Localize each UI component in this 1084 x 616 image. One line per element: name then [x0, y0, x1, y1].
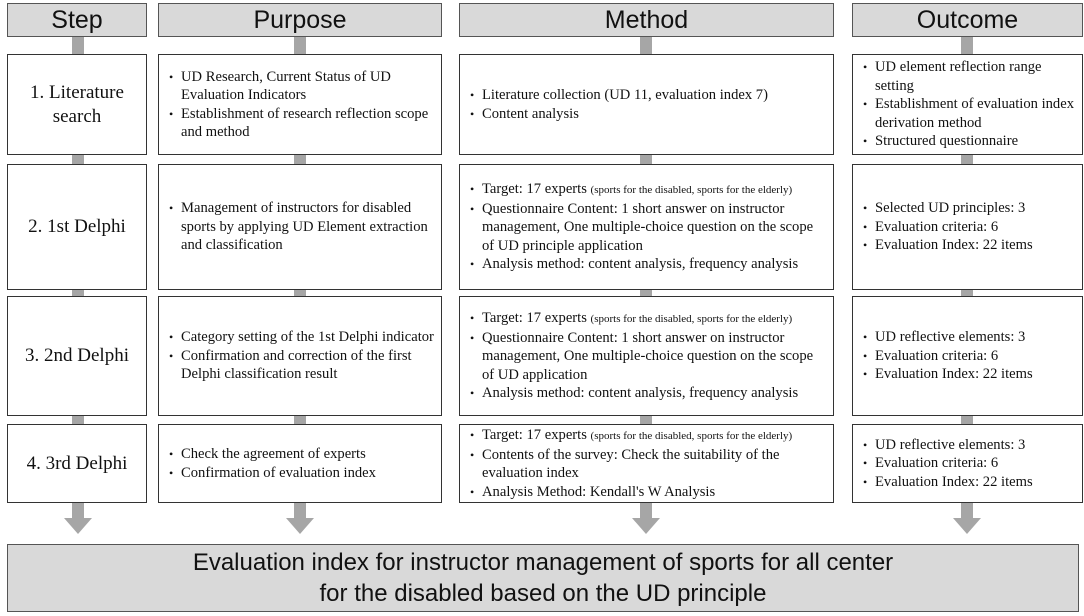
outcome-list — [861, 199, 1076, 255]
step-label-line: 1. Literature — [30, 81, 124, 103]
purpose-list-item — [167, 445, 435, 464]
arrow-stem-outcome — [961, 503, 973, 519]
method-box — [459, 164, 834, 290]
outcome-box — [852, 164, 1083, 290]
purpose-item-text: Category setting of the 1st Delphi indicator — [181, 329, 434, 346]
header-step: Step — [7, 3, 147, 37]
outcome-item-text: Evaluation Index: 22 items — [875, 237, 1033, 254]
method-box — [459, 54, 834, 155]
method-item-text: Questionnaire Content: 1 short answer on instructor management, One multiple-choice question on the scope of UD application — [482, 329, 814, 383]
method-box — [459, 424, 834, 503]
purpose-box — [158, 54, 442, 155]
outcome-item-text: UD reflective elements: 3 — [875, 436, 1026, 453]
purpose-item-text: Check the agreement of experts — [181, 446, 366, 462]
method-list — [468, 180, 827, 274]
step-label — [27, 452, 128, 476]
method-list — [468, 426, 827, 501]
outcome-list-item — [861, 218, 1076, 237]
outcome-list-item — [861, 132, 1076, 151]
purpose-list — [167, 445, 435, 482]
outcome-item-text: Evaluation Index: 22 items — [875, 473, 1033, 490]
purpose-item-text: Confirmation of evaluation index — [181, 464, 376, 481]
final-result-line-2: for the disabled based on the UD principle — [319, 580, 767, 607]
outcome-item-text: Establishment of evaluation index derivation method — [875, 96, 1074, 131]
down-arrow-icon — [64, 518, 92, 534]
method-list-item — [468, 329, 827, 385]
outcome-item-text: Selected UD principles: 3 — [875, 200, 1026, 217]
method-item-text: Content analysis — [482, 105, 579, 122]
purpose-list-item — [167, 68, 435, 105]
step-label — [25, 344, 129, 368]
method-list-item — [468, 105, 827, 124]
outcome-box — [852, 54, 1083, 155]
outcome-list-item — [861, 58, 1076, 95]
outcome-list — [861, 328, 1076, 384]
outcome-box — [852, 296, 1083, 416]
down-arrow-icon — [632, 518, 660, 534]
method-item-text: Analysis method: content analysis, frequency analysis — [482, 385, 799, 402]
method-item-text: Target: 17 experts — [482, 181, 587, 198]
outcome-list-item — [861, 436, 1076, 455]
method-item-text: Literature collection (UD 11, evaluation index 7) — [482, 87, 768, 103]
method-item-text: Target: 17 experts — [482, 427, 587, 443]
method-list-item — [468, 86, 827, 105]
method-box — [459, 296, 834, 416]
purpose-list-item — [167, 199, 435, 255]
method-item-text: Analysis Method: Kendall's W Analysis — [482, 483, 716, 500]
method-list-item — [468, 255, 827, 274]
purpose-box — [158, 164, 442, 290]
outcome-item-text: Evaluation criteria: 6 — [875, 347, 999, 364]
outcome-list-item — [861, 328, 1076, 347]
outcome-item-text: Evaluation criteria: 6 — [875, 218, 999, 235]
outcome-list — [861, 436, 1076, 492]
method-item-text: Target: 17 experts — [482, 310, 587, 327]
purpose-item-text: Management of instructors for disabled sports by applying UD Element extraction and classification — [181, 200, 428, 254]
method-list-item — [468, 446, 827, 483]
outcome-item-text: UD reflective elements: 3 — [875, 329, 1026, 346]
outcome-list-item — [861, 347, 1076, 366]
purpose-box — [158, 296, 442, 416]
step-label-line: 2. 1st Delphi — [28, 216, 126, 237]
purpose-list-item — [167, 328, 435, 347]
step-box — [7, 164, 147, 290]
step-box — [7, 296, 147, 416]
method-list-item — [468, 426, 827, 446]
method-item-note: (sports for the disabled, sports for the elderly) — [590, 313, 793, 326]
purpose-list-item — [167, 464, 435, 483]
method-item-note: (sports for the disabled, sports for the elderly) — [590, 430, 793, 442]
step-label-line: search — [52, 105, 102, 127]
method-item-text: Questionnaire Content: 1 short answer on instructor management, One multiple-choice question on the scope of UD principle application — [482, 200, 814, 254]
purpose-list — [167, 68, 435, 142]
header-method: Method — [459, 3, 834, 37]
outcome-list-item — [861, 199, 1076, 218]
purpose-item-text: Confirmation and correction of the first Delphi classification result — [181, 347, 412, 383]
arrow-stem-step — [72, 503, 84, 519]
step-label-line: 4. 3rd Delphi — [26, 452, 128, 474]
method-list — [468, 309, 827, 403]
outcome-item-text: Evaluation criteria: 6 — [875, 455, 999, 472]
down-arrow-icon — [953, 518, 981, 534]
outcome-item-text: Structured questionnaire — [875, 133, 1019, 150]
final-result-box — [7, 544, 1079, 612]
purpose-box — [158, 424, 442, 503]
outcome-list-item — [861, 473, 1076, 492]
step-label-line: 3. 2nd Delphi — [25, 345, 129, 366]
method-item-text: Contents of the survey: Check the suitability of the evaluation index — [482, 446, 780, 481]
method-list — [468, 86, 827, 123]
purpose-item-text: UD Research, Current Status of UD Evaluation Indicators — [181, 68, 391, 103]
purpose-list-item — [167, 105, 435, 142]
outcome-list-item — [861, 236, 1076, 255]
header-purpose: Purpose — [158, 3, 442, 37]
purpose-list — [167, 199, 435, 255]
method-list-item — [468, 200, 827, 256]
method-list-item — [468, 309, 827, 329]
arrow-stem-method — [640, 503, 652, 519]
purpose-item-text: Establishment of research reflection scope and method — [181, 105, 429, 140]
outcome-item-text: Evaluation Index: 22 items — [875, 366, 1033, 383]
method-item-text: Analysis method: content analysis, frequency analysis — [482, 256, 799, 273]
method-list-item — [468, 483, 827, 502]
outcome-list-item — [861, 365, 1076, 384]
step-box — [7, 54, 147, 155]
method-list-item — [468, 180, 827, 200]
outcome-list-item — [861, 95, 1076, 132]
purpose-list — [167, 328, 435, 384]
down-arrow-icon — [286, 518, 314, 534]
step-box — [7, 424, 147, 503]
method-item-note: (sports for the disabled, sports for the elderly) — [590, 184, 793, 197]
step-label — [30, 81, 124, 129]
outcome-list — [861, 58, 1076, 151]
purpose-list-item — [167, 347, 435, 384]
final-result-line-1: Evaluation index for instructor management of sports for all center — [192, 549, 894, 576]
header-outcome: Outcome — [852, 3, 1083, 37]
outcome-list-item — [861, 454, 1076, 473]
method-list-item — [468, 384, 827, 403]
arrow-stem-purpose — [294, 503, 306, 519]
outcome-box — [852, 424, 1083, 503]
outcome-item-text: UD element reflection range setting — [875, 59, 1042, 94]
step-label — [28, 215, 126, 239]
